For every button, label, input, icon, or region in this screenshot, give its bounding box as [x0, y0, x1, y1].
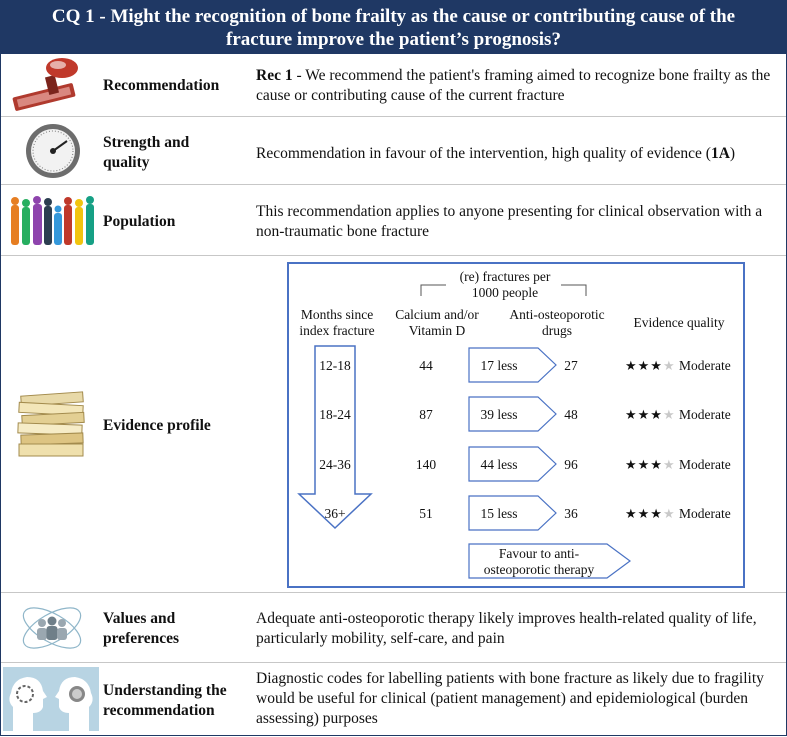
group-network-icon [17, 597, 107, 659]
quality-stars: ★★★★ [625, 407, 676, 422]
values-label [103, 609, 179, 649]
col-months-line-1: Months since [300, 307, 374, 322]
understanding-label-line-1: Understanding the [103, 682, 227, 699]
calcium-cell: 140 [415, 457, 437, 472]
col-quality-header: Evidence quality [633, 315, 725, 330]
recommendation-label: Recommendation [103, 77, 220, 94]
values-text: Adequate anti-osteoporotic therapy likely improves health-related quality of life, particularly mobility, self-care, and pain [256, 610, 757, 647]
col-months-line-2: index fracture [299, 323, 375, 338]
strength-label-line-1: Strength and [103, 134, 190, 151]
group-header-line-1: (re) fractures per [459, 269, 551, 284]
quality-cell: Moderate [679, 457, 731, 472]
quality-cell: Moderate [679, 358, 731, 373]
months-cell: 18-24 [319, 407, 351, 422]
diff-cell: 15 less [480, 506, 518, 521]
title-line-2: fracture improve the patient’s prognosis? [226, 29, 561, 50]
two-heads-icon [3, 667, 99, 731]
group-header [431, 269, 579, 301]
col-calcium-line-1: Calcium and/or [395, 307, 479, 322]
col-anti-line-2: drugs [542, 323, 572, 338]
quality-cell: Moderate [679, 407, 731, 422]
favour-line-1: Favour to anti- [498, 546, 580, 561]
calcium-cell: 87 [419, 407, 433, 422]
quality-stars: ★★★★ [625, 358, 676, 373]
strength-body: Recommendation in favour of the intervention, high quality of evidence ( [256, 145, 711, 162]
months-cell: 36+ [324, 506, 346, 521]
strength-end: ) [729, 145, 736, 162]
calcium-cell: 51 [419, 506, 433, 521]
understanding-label-line-2: recommendation [103, 702, 215, 719]
anti-cell: 48 [564, 407, 578, 422]
col-calcium-line-2: Vitamin D [408, 323, 466, 338]
group-header-line-2: 1000 people [471, 285, 539, 300]
anti-cell: 96 [564, 457, 578, 472]
population-label: Population [103, 213, 176, 230]
quality-stars: ★★★★ [625, 506, 676, 521]
diff-cell: 39 less [480, 407, 518, 422]
anti-cell: 27 [564, 358, 578, 373]
values-label-line-2: preferences [103, 630, 180, 647]
col-months-header [290, 307, 384, 339]
anti-cell: 36 [564, 506, 578, 521]
months-cell: 24-36 [319, 457, 351, 472]
favour-line-2: osteoporotic therapy [483, 562, 595, 577]
values-label-line-1: Values and [103, 610, 176, 627]
strength-grade: 1A [710, 145, 730, 162]
diff-cell: 17 less [480, 358, 518, 373]
col-anti-header [501, 307, 613, 339]
favour-label [471, 546, 607, 578]
col-calcium-header [391, 307, 483, 339]
values-row [1, 593, 786, 663]
evidence-label: Evidence profile [103, 417, 211, 434]
strength-label-line-2: quality [103, 154, 150, 171]
understanding-label [103, 681, 227, 721]
population-text: This recommendation applies to anyone presenting for clinical observation with a non-traumatic bone fracture [256, 203, 763, 240]
title-line-1: CQ 1 - Might the recognition of bone frailty as the cause or contributing cause of the [51, 6, 736, 27]
months-cell: 12-18 [319, 358, 351, 373]
col-anti-line-1: Anti-osteoporotic [509, 307, 605, 322]
quality-cell: Moderate [679, 506, 731, 521]
understanding-row [1, 663, 786, 735]
calcium-cell: 44 [419, 358, 433, 373]
understanding-text: Diagnostic codes for labelling patients with bone fracture as likely due to fragility would be useful for clinical (patient management) and epidemiological (burden assessing) purposes [256, 670, 764, 727]
quality-stars: ★★★★ [625, 457, 676, 472]
rec-body: - We recommend the patient's framing aimed to recognize bone frailty as the cause or contributing cause of the current fracture [256, 67, 771, 104]
diff-cell: 44 less [480, 457, 518, 472]
rec-id: Rec 1 [256, 67, 293, 84]
